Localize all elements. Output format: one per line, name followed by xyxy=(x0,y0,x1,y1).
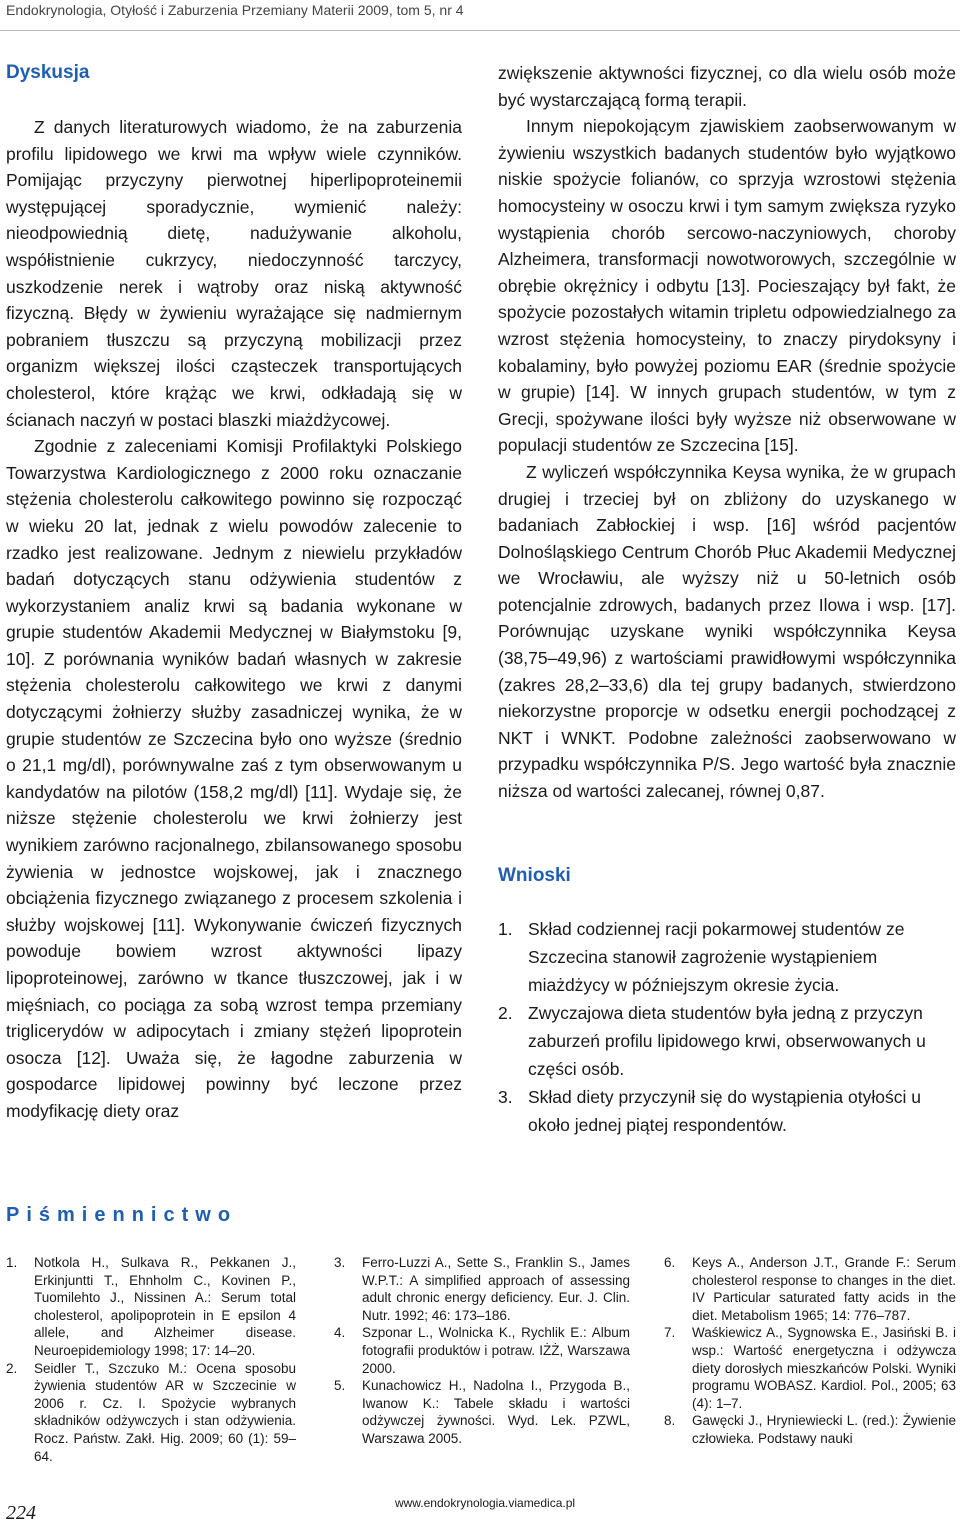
discussion-heading: Dyskusja xyxy=(6,62,90,83)
reference-text: Seidler T., Szczuko M.: Ocena sposobu żywienia studentów AR w Szczecinie w 2006 r. Cz. I. Spożycie wybranych składników odżywczych i stan odżywienia. Rocz. Państw. Zakł. Hig. 2009; 60 (1): 59–64. xyxy=(34,1360,296,1464)
reference-text: Szponar L., Wolnicka K., Rychlik E.: Album fotografii produktów i potraw. IŻŻ, Warszawa 2000. xyxy=(362,1325,630,1376)
reference-text: Kunachowicz H., Nadolna I., Przygoda B., Iwanow K.: Tabele składu i wartości odżywczej żywności. Wyd. Lek. PZWL, Warszawa 2005. xyxy=(362,1378,630,1446)
reference-item xyxy=(664,1412,956,1447)
discussion-paragraph: Innym niepokojącym zjawiskiem zaobserwowanym w żywieniu wszystkich badanych studentów było wyjątkowo niskie spożycie folianów, co sprzyja wzrostowi stężenia homocysteiny w osoczu krwi i tym samym zwiększa ryzyko wystąpienia chorób sercowo-naczyniowych, choroby Alzheimera, transformacji nowotworowych, szczególnie w obrębie okrężnicy i odbytu [13]. Pocieszający był fakt, że spożycie pozostałych witamin tripletu odpowiedzialnego za wzrost stężenia homocysteiny, to znaczy pirydoksyny i kobalaminy, było powyżej poziomu EAR (średnie spożycie w grupie) [14]. W innych grupach studentów, w tym z Grecji, spożywane ilości były wyższe niż obserwowane w populacji studentów ze Szczecina [15]. xyxy=(498,116,956,456)
reference-item xyxy=(6,1360,296,1466)
references-column-3 xyxy=(664,1254,956,1448)
discussion-continuation: zwiększenie aktywności fizycznej, co dla wielu osób może być wystarczającą formą terapii. xyxy=(498,63,956,110)
reference-text: Notkola H., Sulkava R., Pekkanen J., Erkinjuntti T., Ehnholm C., Kovinen P., Tuomilehto J., Nissinen A.: Serum total cholesterol, apolipoprotein in E epsilon 4 allele, and Alzheimer disease. Neuroepidemiology 1998; 17: 14–20. xyxy=(34,1255,296,1358)
conclusion-text: Zwyczajowa dieta studentów była jedną z przyczyn zaburzeń profilu lipidowego krwi, obserwowanych u części osób. xyxy=(528,1002,926,1079)
conclusion-item xyxy=(498,999,956,1083)
reference-item xyxy=(334,1377,630,1447)
reference-number: 2. xyxy=(6,1360,18,1376)
discussion-paragraph: Zgodnie z zaleceniami Komisji Profilaktyki Polskiego Towarzystwa Kardiologicznego z 2000 roku oznaczanie stężenia cholesterolu całkowitego powinno się rozpocząć w wieku 20 lat, jednak z wielu powodów zalecenie to rzadko jest realizowane. Jednym z niewielu przykładów badań dotyczących stanu odżywienia studentów z wykorzystaniem analiz krwi są badania wykonane w grupie studentów Akademii Medycznej w Białymstoku [9, 10]. Z porównania wyników badań własnych w zakresie stężenia cholesterolu całkowitego we krwi z danymi dotyczącymi żołnierzy służby zasadniczej wynika, że w grupie studentów ze Szczecina było ono wyższe (średnio o 21,1 mg/dl), porównywalne zaś z tym obserwowanym u kandydatów na pilotów (158,2 mg/dl) [11]. Wydaje się, że niższe stężenie cholesterolu we krwi żołnierzy jest wynikiem zarówno racjonalnego, zbilansowanego sposobu żywienia w jednostce wojskowej, jak i znacznego obciążenia fizycznego związanego z procesem szkolenia i służby wojskowej [11]. Wykonywanie ćwiczeń fizycznych powoduje bowiem wzrost aktywności lipazy lipoproteinowej, zarówno w tkance tłuszczowej, jak i w mięśniach, co pociąga za sobą wzrost tempa przemiany triglicerydów w adipocytach i zmiany stężeń lipoprotein osocza [12]. Uważa się, że łagodne zaburzenia w gospodarce lipidowej powinny być leczone przez modyfikację diety oraz xyxy=(6,436,462,1121)
journal-website: www.endokrynologia.viamedica.pl xyxy=(394,1496,576,1510)
conclusion-item xyxy=(498,915,956,999)
reference-number: 7. xyxy=(664,1325,676,1341)
reference-number: 6. xyxy=(664,1255,676,1270)
reference-item xyxy=(664,1324,956,1412)
discussion-paragraph: Z danych literaturowych wiadomo, że na zaburzenia profilu lipidowego we krwi ma wpływ wiele czynników. Pomijając przyczyny pierwotnej hiperlipoproteinemii występującej sporadycznie, wymienić należy: nieodpowiednią dietę, nadużywanie alkoholu, współistnienie cukrzycy, niedoczynność tarczycy, uszkodzenie nerek i wątroby oraz niską aktywność fizyczną. Błędy w żywieniu wyrażające się nadmiernym pobraniem tłuszczu są przyczyną mobilizacji przez organizm większej ilości cząsteczek transportujących cholesterol, które krążąc we krwi, odkładają się w ścianach naczyń w postaci blaszki miażdżycowej. xyxy=(6,117,462,430)
reference-item xyxy=(6,1254,296,1360)
reference-number: 8. xyxy=(664,1413,676,1429)
reference-text: Waśkiewicz A., Sygnowska E., Jasiński B. i wsp.: Wartość energetyczna i odżywcza diety dorosłych mieszkańców Polski. Wyniki programu WOBASZ. Kardiol. Pol., 2005; 63 (4): 1–7. xyxy=(692,1325,956,1411)
reference-text: Gawęcki J., Hryniewiecki L. (red.): Żywienie człowieka. Podstawy nauki xyxy=(692,1413,956,1446)
references-heading: Piśmiennictwo xyxy=(6,1204,238,1226)
reference-number: 3. xyxy=(334,1255,346,1270)
conclusion-number: 1. xyxy=(498,918,513,939)
reference-text: Ferro-Luzzi A., Sette S., Franklin S., James W.P.T.: A simplified approach of assessing adult chronic energy deficiency. Eur. J. Clin. Nutr. 1992; 46: 173–186. xyxy=(362,1255,630,1323)
left-column xyxy=(6,60,462,1125)
discussion-paragraph: Z wyliczeń współczynnika Keysa wynika, że w grupach drugiej i trzeciej był on zbliżony do uzyskanego w badaniach Zabłockiej i wsp. [16] wśród pacjentów Dolnośląskiego Centrum Chorób Płuc Akademii Medycznej we Wrocławiu, ale wyższy niż u 50-letnich osób potencjalnie zdrowych, badanych przez Ilowa i wsp. [17]. Porównując uzyskane wyniki współczynnika Keysa (38,75–49,96) z wartościami prawidłowymi współczynnika (zakres 28,2–33,6) dla tej grupy badanych, stwierdzono niekorzystne proporcje w odsetku energii pochodzącej z NKT i WNKT. Podobne zależności zaobserwowano w przypadku współczynnika P/S. Jego wartość była znacznie niższa od wartości zalecanej, równej 0,87. xyxy=(498,461,956,802)
references-column-1 xyxy=(6,1254,296,1465)
right-column xyxy=(498,60,956,1139)
reference-text: Keys A., Anderson J.T., Grande F.: Serum cholesterol response to changes in the diet. IV Particular saturated fatty acids in the diet. Metabolism 1965; 14: 776–787. xyxy=(692,1255,956,1323)
reference-item xyxy=(334,1254,630,1324)
page-number: 224 xyxy=(6,1502,36,1524)
conclusion-text: Skład diety przyczynił się do wystąpienia otyłości u około jednej piątej respondentów. xyxy=(528,1086,921,1135)
conclusions-heading: Wnioski xyxy=(498,864,571,886)
reference-item xyxy=(664,1254,956,1324)
reference-number: 5. xyxy=(334,1378,346,1394)
reference-number: 1. xyxy=(6,1255,18,1270)
conclusion-item xyxy=(498,1083,956,1139)
conclusion-number: 3. xyxy=(498,1086,513,1107)
conclusion-number: 2. xyxy=(498,1002,513,1023)
conclusion-text: Skład codziennej racji pokarmowej studentów ze Szczecina stanowił zagrożenie wystąpieniem miażdżycy w późniejszym okresie życia. xyxy=(528,918,905,995)
references-column-2 xyxy=(334,1254,630,1448)
conclusions-list xyxy=(498,915,956,1139)
header-divider xyxy=(0,30,960,31)
reference-item xyxy=(334,1324,630,1377)
reference-number: 4. xyxy=(334,1325,346,1341)
journal-running-header: Endokrynologia, Otyłość i Zaburzenia Przemiany Materii 2009, tom 5, nr 4 xyxy=(6,2,464,18)
